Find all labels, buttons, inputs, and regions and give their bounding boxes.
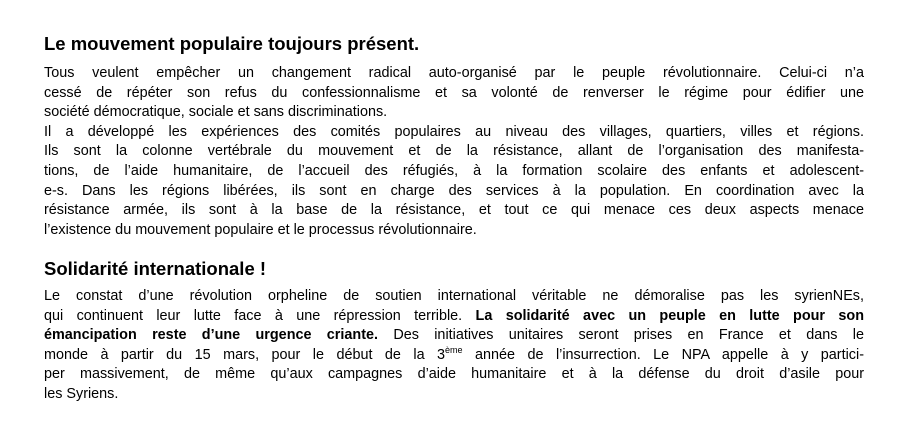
text-bold: La solidarité avec un peuple en lutte pour son bbox=[475, 307, 864, 324]
section-title-mouvement-populaire: Le mouvement populaire toujours présent. bbox=[44, 33, 420, 54]
text-line: cessé de répéter son refus du confessionnalisme et sa volonté de renverser le régime pour édifier une bbox=[44, 84, 864, 101]
text-line: résistance armée, ils sont à la base de la résistance, et tout ce qui menace ces deux aspects menace bbox=[44, 202, 864, 219]
text-line: e-s. Dans les régions libérées, ils sont en charge des services à la population. En coordination avec la bbox=[44, 182, 864, 199]
text-line bbox=[44, 307, 864, 327]
text-line: Ils sont la colonne vertébrale du mouvement et de la résistance, allant de l’organisation des manifesta- bbox=[44, 143, 864, 160]
text-line bbox=[44, 326, 864, 346]
text-line: société démocratique, sociale et sans discriminations. bbox=[44, 104, 388, 121]
text-line: l’existence du mouvement populaire et le processus révolutionnaire. bbox=[44, 221, 477, 238]
section-title-solidarite-internationale: Solidarité internationale ! bbox=[44, 258, 267, 279]
text-line: Tous veulent empêcher un changement radical auto-organisé par le peuple révolutionnaire. Celui-ci n’a bbox=[44, 65, 864, 81]
paragraph-mouvement-populaire bbox=[44, 64, 864, 240]
text-line bbox=[44, 346, 864, 366]
text-line: Il a développé les expériences des comités populaires au niveau des villages, quartiers, villes et régions. bbox=[44, 123, 864, 140]
text-normal: monde à partir du 15 mars, pour le début de la 3 bbox=[44, 346, 446, 363]
text-normal: qui continuent leur lutte face à une répression terrible. bbox=[44, 307, 476, 324]
text-line: tions, de l’aide humanitaire, de l’accueil des réfugiés, à la formation scolaire des enfants et adolescent- bbox=[44, 162, 864, 179]
superscript: ème bbox=[445, 344, 463, 355]
text-line: per massivement, de même qu’aux campagnes d’aide humanitaire et à la défense du droit d’asile pour bbox=[44, 366, 864, 383]
text-normal: année de l’insurrection. Le NPA appelle à y partici- bbox=[462, 346, 864, 363]
text-line: les Syriens. bbox=[44, 385, 119, 402]
text-bold: émancipation reste d’une urgence criante. bbox=[44, 327, 378, 344]
text-line: Le constat d’une révolution orpheline de soutien international véritable ne démoralise pas les syrienNEs, bbox=[44, 288, 864, 304]
paragraph-solidarite-internationale bbox=[44, 287, 864, 405]
text-normal: Des initiatives unitaires seront prises en France et dans le bbox=[378, 327, 864, 344]
